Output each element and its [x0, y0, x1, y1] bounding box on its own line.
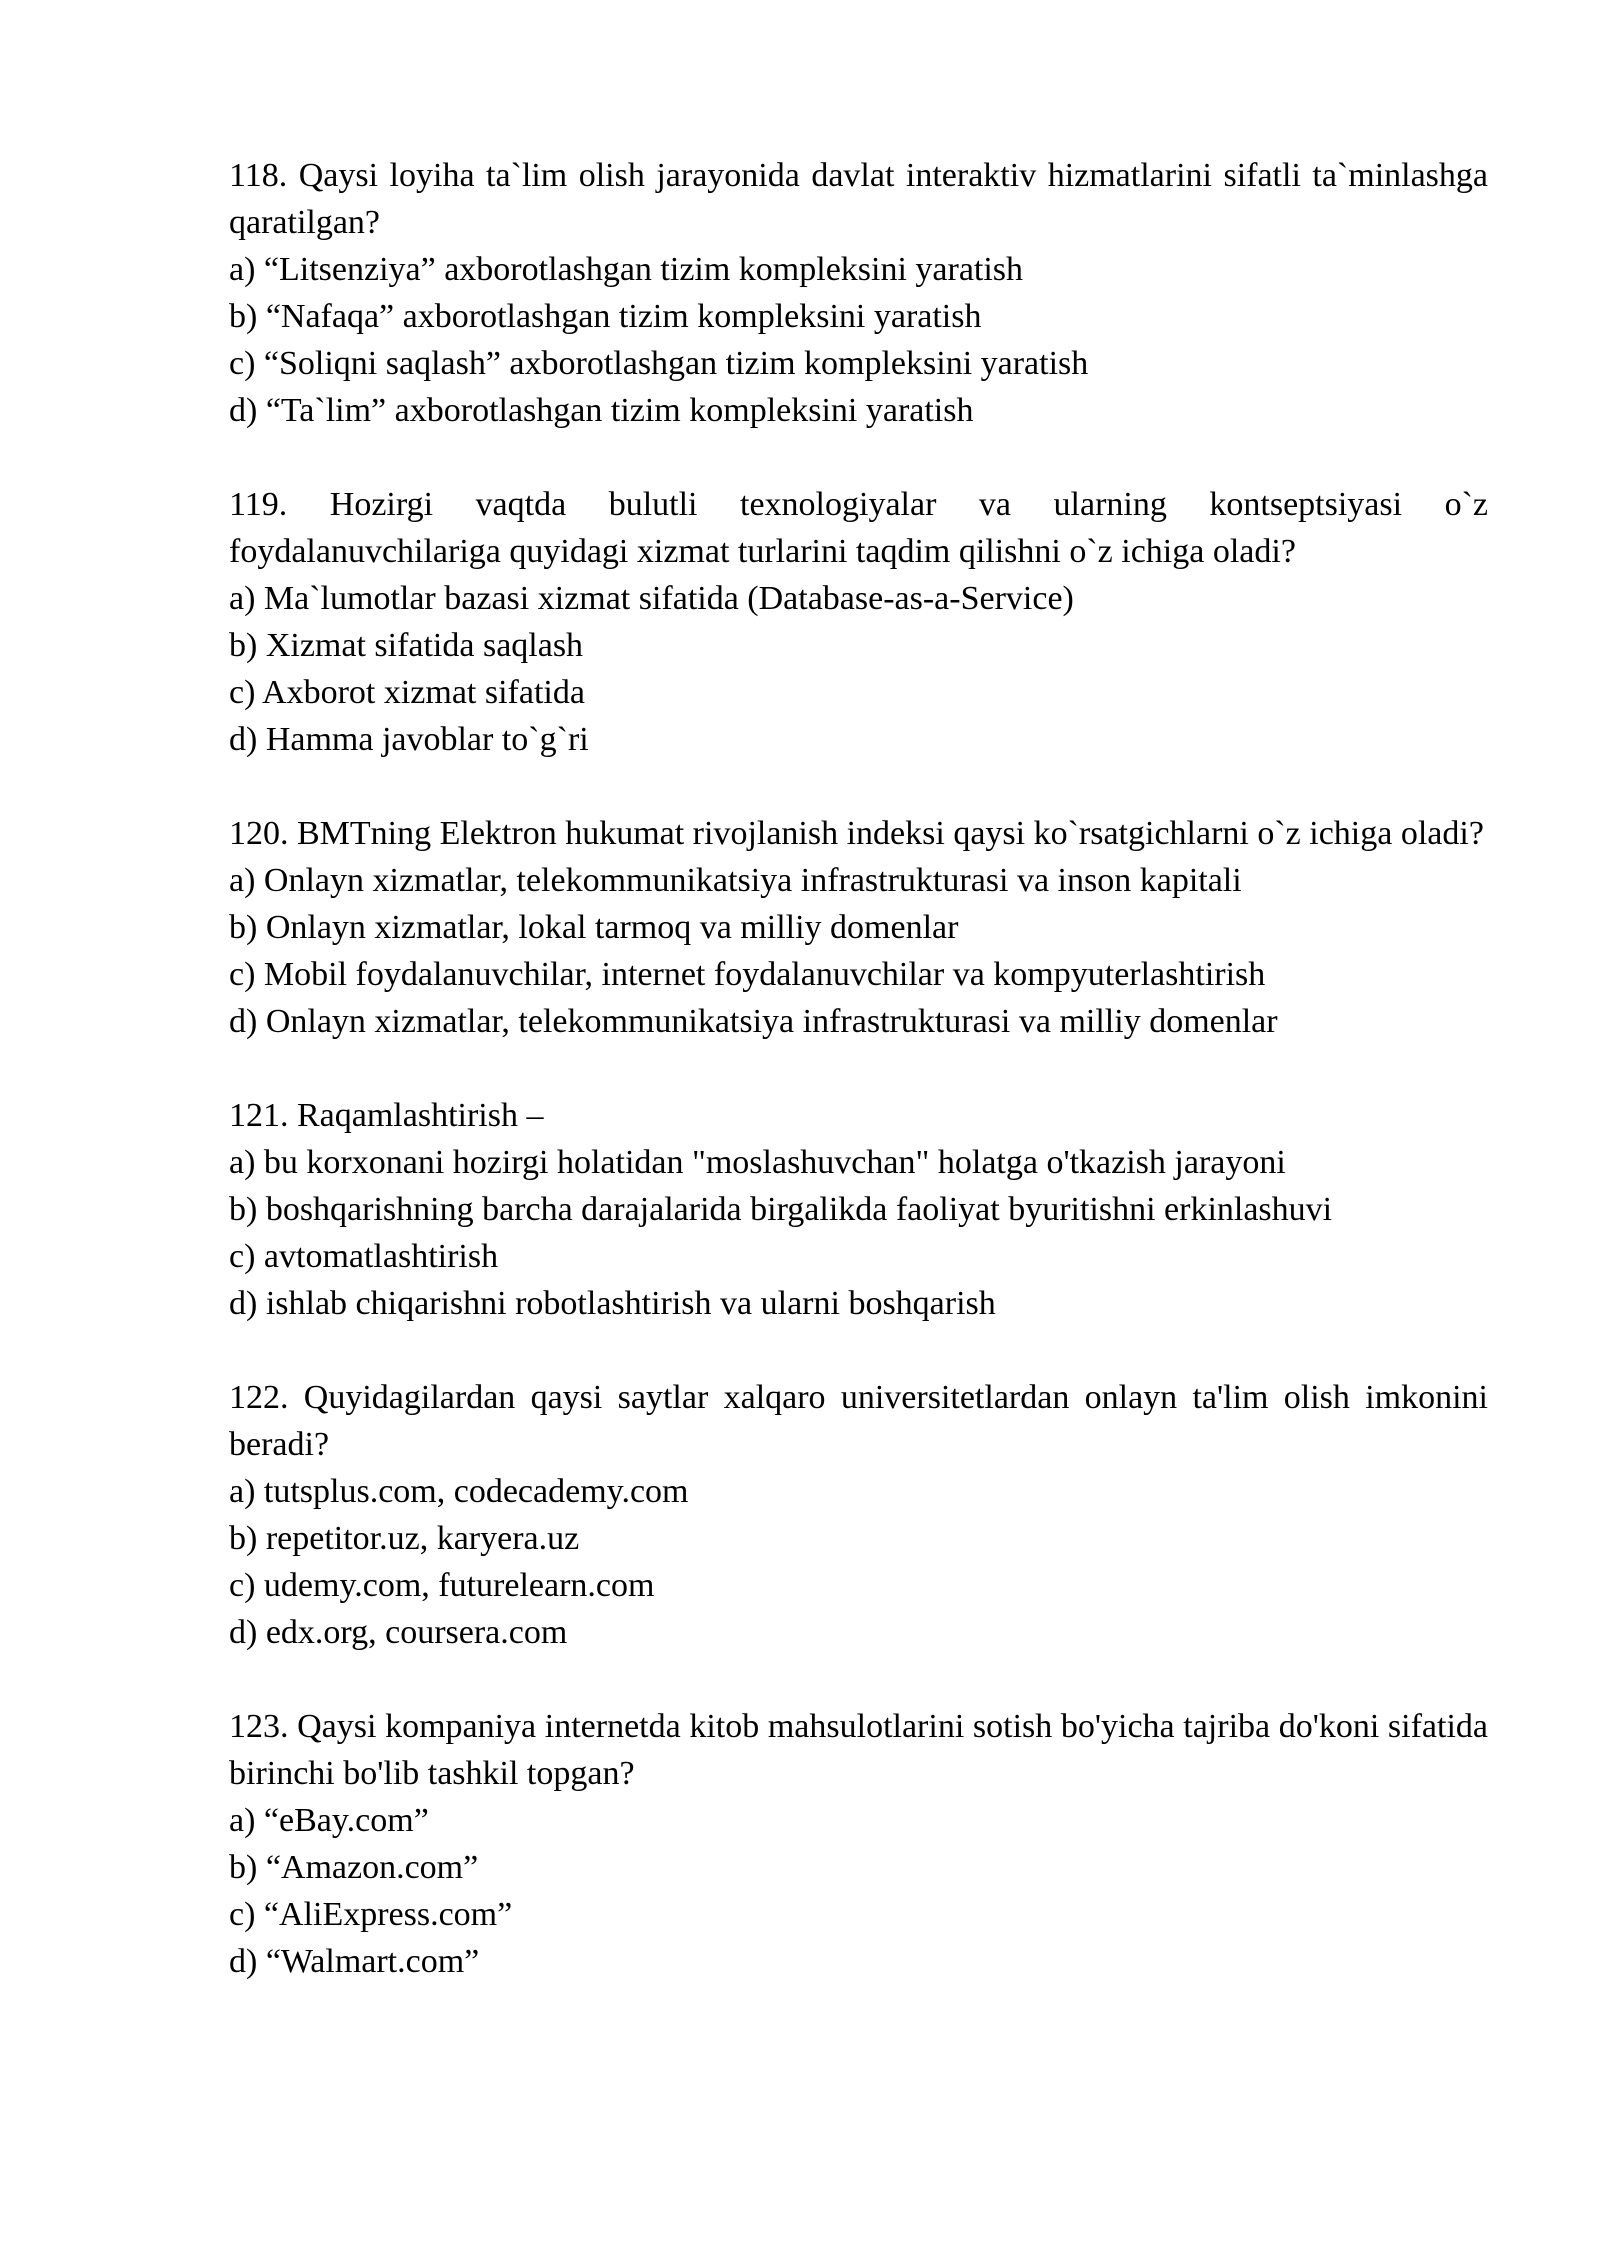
question-121: [229, 1092, 1488, 1327]
question-120: [229, 810, 1488, 1045]
question-118: [229, 152, 1488, 434]
option-c: c) “AliExpress.com”: [229, 1896, 513, 1933]
option-a: a) “Litsenziya” axborotlashgan tizim kompleksini yaratish: [229, 251, 1024, 288]
option-b: b) repetitor.uz, karyera.uz: [229, 1520, 580, 1557]
option-c: c) Axborot xizmat sifatida: [229, 674, 585, 711]
option-c: c) Mobil foydalanuvchilar, internet foydalanuvchilar va kompyuterlashtirish: [229, 956, 1266, 993]
document-page: [229, 152, 1488, 2032]
option-a: a) Ma`lumotlar bazasi xizmat sifatida (Database-as-a-Service): [229, 580, 1074, 617]
option-c: c) avtomatlashtirish: [229, 1238, 499, 1275]
option-b: b) Xizmat sifatida saqlash: [229, 627, 584, 664]
option-d: d) ishlab chiqarishni robotlashtirish va ularni boshqarish: [229, 1285, 996, 1322]
question-text: 122. Quyidagilardan qaysi saytlar xalqaro universitetlardan onlayn ta'lim olish imkonini beradi?: [229, 1379, 1488, 1463]
option-a: a) tutsplus.com, codecademy.com: [229, 1473, 689, 1510]
question-122: [229, 1374, 1488, 1656]
question-text: 121. Raqamlashtirish –: [229, 1097, 544, 1134]
question-123: [229, 1703, 1488, 1985]
option-b: b) boshqarishning barcha darajalarida birgalikda faoliyat byuritishni erkinlashuvi: [229, 1191, 1333, 1228]
question-text: 118. Qaysi loyiha ta`lim olish jarayonida davlat interaktiv hizmatlarini sifatli ta`minlashga qaratilgan?: [229, 157, 1488, 241]
question-text: 123. Qaysi kompaniya internetda kitob mahsulotlarini sotish bo'yicha tajriba do'koni sifatida birinchi bo'lib tashkil topgan?: [229, 1708, 1488, 1792]
option-b: b) Onlayn xizmatlar, lokal tarmoq va milliy domenlar: [229, 909, 959, 946]
option-d: d) “Ta`lim” axborotlashgan tizim kompleksini yaratish: [229, 392, 974, 429]
question-text: 120. BMTning Elektron hukumat rivojlanish indeksi qaysi ko`rsatgichlarni o`z ichiga oladi?: [229, 815, 1484, 852]
option-c: c) “Soliqni saqlash” axborotlashgan tizim kompleksini yaratish: [229, 345, 1089, 382]
question-119: [229, 481, 1488, 763]
option-a: a) Onlayn xizmatlar, telekommunikatsiya infrastrukturasi va inson kapitali: [229, 862, 1242, 899]
option-d: d) Onlayn xizmatlar, telekommunikatsiya infrastrukturasi va milliy domenlar: [229, 1003, 1278, 1040]
option-b: b) “Nafaqa” axborotlashgan tizim kompleksini yaratish: [229, 298, 982, 335]
option-d: d) Hamma javoblar to`g`ri: [229, 721, 589, 758]
option-a: a) “eBay.com”: [229, 1802, 429, 1839]
option-d: d) “Walmart.com”: [229, 1943, 480, 1980]
option-b: b) “Amazon.com”: [229, 1849, 479, 1886]
option-d: d) edx.org, coursera.com: [229, 1614, 568, 1651]
option-c: c) udemy.com, futurelearn.com: [229, 1567, 655, 1604]
option-a: a) bu korxonani hozirgi holatidan "moslashuvchan" holatga o'tkazish jarayoni: [229, 1144, 1286, 1181]
question-text: 119. Hozirgi vaqtda bulutli texnologiyalar va ularning kontseptsiyasi o`z foydalanuvchilariga quyidagi xizmat turlarini taqdim qilishni o`z ichiga oladi?: [229, 486, 1488, 570]
